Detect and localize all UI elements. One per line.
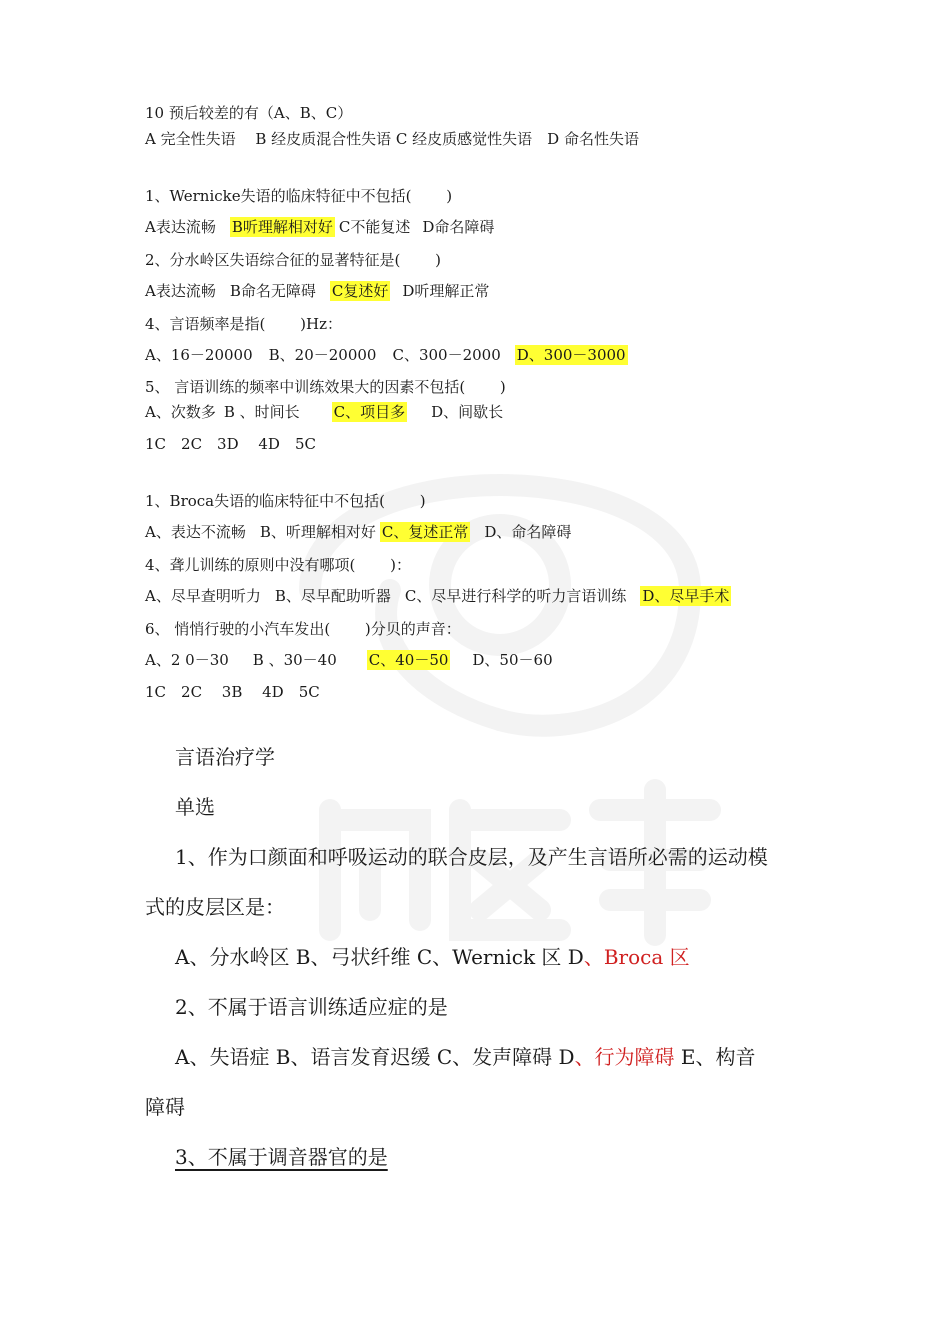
answer-red: 、Broca 区: [583, 945, 690, 969]
option-a: A、2 0－30: [145, 651, 229, 669]
sec-q1-stem-line2: 式的皮层区是：: [145, 895, 285, 919]
set1-answer-key: 1C 2C 3D 4D 5C: [145, 435, 316, 453]
set1-q2-options: [145, 280, 489, 302]
option-a: A、表达不流畅: [145, 523, 246, 541]
options-text: A、失语症 B、语言发育迟缓 C、发声障碍 D: [175, 1045, 575, 1069]
sec-q2-options: [175, 1042, 756, 1072]
sec-q2-options-line2: 障碍: [145, 1095, 185, 1119]
highlighted-answer: B听理解相对好: [231, 218, 333, 236]
set2-q6-options: [145, 649, 553, 671]
option-c: C、尽早进行科学的听力言语训练: [404, 587, 627, 605]
set2-q6-stem: 6、 悄悄行驶的小汽车发出( )分贝的声音：: [145, 620, 461, 638]
option-c: C、300－2000: [392, 346, 501, 364]
option-a: A、次数多: [145, 403, 216, 421]
options-text: A、分水岭区 B、弓状纤维 C、Wernick 区 D: [175, 945, 584, 969]
highlighted-answer: C、复述正常: [381, 523, 469, 541]
highlighted-answer: C、40－50: [368, 651, 449, 669]
answer-red: 、行为障碍: [574, 1045, 675, 1069]
set2-q4-options: [145, 585, 731, 607]
option-d: D、命名障碍: [484, 523, 572, 541]
option-a: A、尽早查明听力: [145, 587, 261, 605]
option-c: C不能复述: [338, 218, 411, 236]
option-b: B、尽早配助听器: [274, 587, 391, 605]
option-d: D、50－60: [472, 651, 553, 669]
sec-q1-options: [175, 942, 690, 972]
set1-q2-stem: 2、分水岭区失语综合征的显著特征是( ): [145, 251, 442, 269]
sec-q3-stem: 3、不属于调音器官的是: [175, 1145, 388, 1169]
highlighted-answer: C复述好: [331, 282, 389, 300]
option-d: D听理解正常: [402, 282, 490, 300]
option-a: A表达流畅: [145, 282, 216, 300]
q10-stem: 10 预后较差的有（A、B、C）: [145, 104, 353, 122]
highlighted-answer: C、项目多: [333, 403, 406, 421]
highlighted-answer: D、300－3000: [516, 346, 626, 364]
sec-q2-stem: 2、不属于语言训练适应症的是: [175, 995, 448, 1019]
set2-q1-stem: 1、Broca失语的临床特征中不包括( ): [145, 492, 426, 510]
set1-q5-options: [145, 401, 503, 423]
set1-q1-stem: 1、Wernicke失语的临床特征中不包括( ): [145, 187, 453, 205]
option-b: B、听理解相对好: [259, 523, 376, 541]
option-b: B命名无障碍: [229, 282, 316, 300]
set1-q1-options: [145, 216, 494, 238]
set1-q4-stem: 4、言语频率是指( )Hz：: [145, 315, 343, 333]
set1-q5-stem: 5、 言语训练的频率中训练效果大的因素不包括( ): [145, 378, 506, 396]
option-b: B 、时间长: [223, 403, 300, 421]
highlighted-answer: D、尽早手术: [642, 587, 730, 605]
sec-q1-stem-line1: 1、作为口颜面和呼吸运动的联合皮层，及产生言语所必需的运动模: [175, 845, 768, 869]
option-a: A表达流畅: [145, 218, 216, 236]
option-d: D命名障碍: [422, 218, 495, 236]
section-title: 言语治疗学: [175, 745, 275, 769]
option-d: D、间歇长: [431, 403, 504, 421]
option-b: B、20－20000: [268, 346, 377, 364]
set2-q4-stem: 4、聋儿训练的原则中没有哪项( )：: [145, 556, 412, 574]
option-a: A、16－20000: [145, 346, 253, 364]
set2-answer-key: 1C 2C 3B 4D 5C: [145, 683, 320, 701]
option-b: B 、30－40: [252, 651, 337, 669]
section-subtitle: 单选: [175, 795, 215, 819]
set2-q1-options: [145, 521, 571, 543]
q10-options: A 完全性失语 B 经皮质混合性失语 C 经皮质感觉性失语 D 命名性失语: [145, 130, 639, 148]
options-tail: E、构音: [674, 1045, 756, 1069]
set1-q4-options: [145, 344, 628, 366]
